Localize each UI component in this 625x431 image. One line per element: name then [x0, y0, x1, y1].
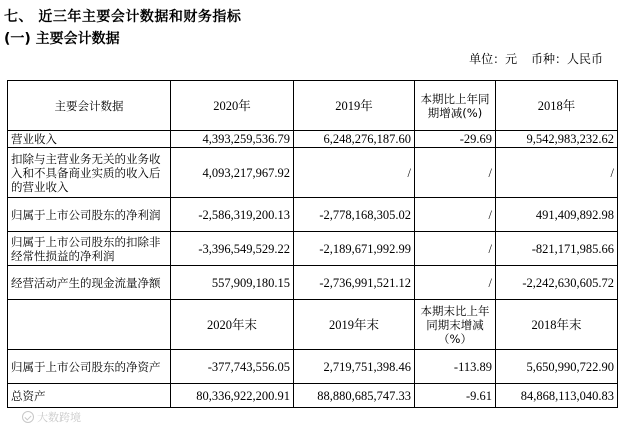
table-cell: 84,868,113,040.83: [496, 384, 618, 408]
table-row: [8, 232, 618, 266]
row-label: 扣除与主营业务无关的业务收入和不具备商业实质的收入后的营业收入: [8, 148, 171, 198]
table-row: [8, 198, 618, 232]
currency-label: 币种：人民币: [530, 52, 603, 66]
row-label: 经营活动产生的现金流量净额: [8, 266, 171, 300]
accounting-data-table: [7, 80, 618, 408]
row-label: 营业收入: [8, 131, 171, 148]
table-row: [8, 350, 618, 384]
table1-header-row: [8, 81, 618, 131]
header-cell: 2019年末: [294, 300, 415, 350]
row-label: 总资产: [8, 384, 171, 408]
table-row: [8, 266, 618, 300]
table-cell: 88,880,685,747.33: [294, 384, 415, 408]
unit-label: 单位：元: [469, 52, 518, 66]
subsection-title: (一) 主要会计数据: [4, 31, 120, 47]
table-cell: /: [415, 148, 496, 198]
check-circle-icon: [22, 411, 34, 423]
table-cell: /: [415, 232, 496, 266]
header-cell: 2018年: [496, 81, 618, 131]
table-cell: 2,719,751,398.46: [294, 350, 415, 384]
table-cell: 4,393,259,536.79: [171, 131, 294, 148]
table-cell: 557,909,180.15: [171, 266, 294, 300]
table-cell: 80,336,922,200.91: [171, 384, 294, 408]
row-label: 归属于上市公司股东的净资产: [8, 350, 171, 384]
table-row: [8, 148, 618, 198]
unit-line: [459, 50, 603, 67]
table-cell: -2,778,168,305.02: [294, 198, 415, 232]
table2-header-row: [8, 300, 618, 350]
row-label: 归属于上市公司股东的扣除非经常性损益的净利润: [8, 232, 171, 266]
table-cell: -113.89: [415, 350, 496, 384]
watermark-text: 大数跨境: [37, 411, 81, 424]
table-cell: -377,743,556.05: [171, 350, 294, 384]
table-cell: /: [294, 148, 415, 198]
table-cell: -3,396,549,529.22: [171, 232, 294, 266]
header-cell: 本期末比上年同期末增减（%）: [415, 300, 496, 350]
header-cell: 2018年末: [496, 300, 618, 350]
table-cell: -821,171,985.66: [496, 232, 618, 266]
table-cell: 6,248,276,187.60: [294, 131, 415, 148]
header-cell: 2020年末: [171, 300, 294, 350]
table-cell: 5,650,990,722.90: [496, 350, 618, 384]
header-cell: 主要会计数据: [8, 81, 171, 131]
table-cell: -29.69: [415, 131, 496, 148]
table-cell: 491,409,892.98: [496, 198, 618, 232]
section-title: 七、 近三年主要会计数据和财务指标: [4, 9, 242, 25]
header-cell: [8, 300, 171, 350]
watermark: [22, 409, 81, 425]
table-cell: /: [415, 266, 496, 300]
table-cell: /: [496, 148, 618, 198]
table-cell: -2,189,671,992.99: [294, 232, 415, 266]
row-label: 归属于上市公司股东的净利润: [8, 198, 171, 232]
header-cell: 本期比上年同期增减(%): [415, 81, 496, 131]
table-row: [8, 384, 618, 408]
header-cell: 2020年: [171, 81, 294, 131]
table-cell: -2,586,319,200.13: [171, 198, 294, 232]
table-cell: -2,736,991,521.12: [294, 266, 415, 300]
table-cell: -9.61: [415, 384, 496, 408]
table-cell: /: [415, 198, 496, 232]
header-cell: 2019年: [294, 81, 415, 131]
table-cell: 4,093,217,967.92: [171, 148, 294, 198]
table-row: [8, 131, 618, 148]
table-cell: -2,242,630,605.72: [496, 266, 618, 300]
table-cell: 9,542,983,232.62: [496, 131, 618, 148]
